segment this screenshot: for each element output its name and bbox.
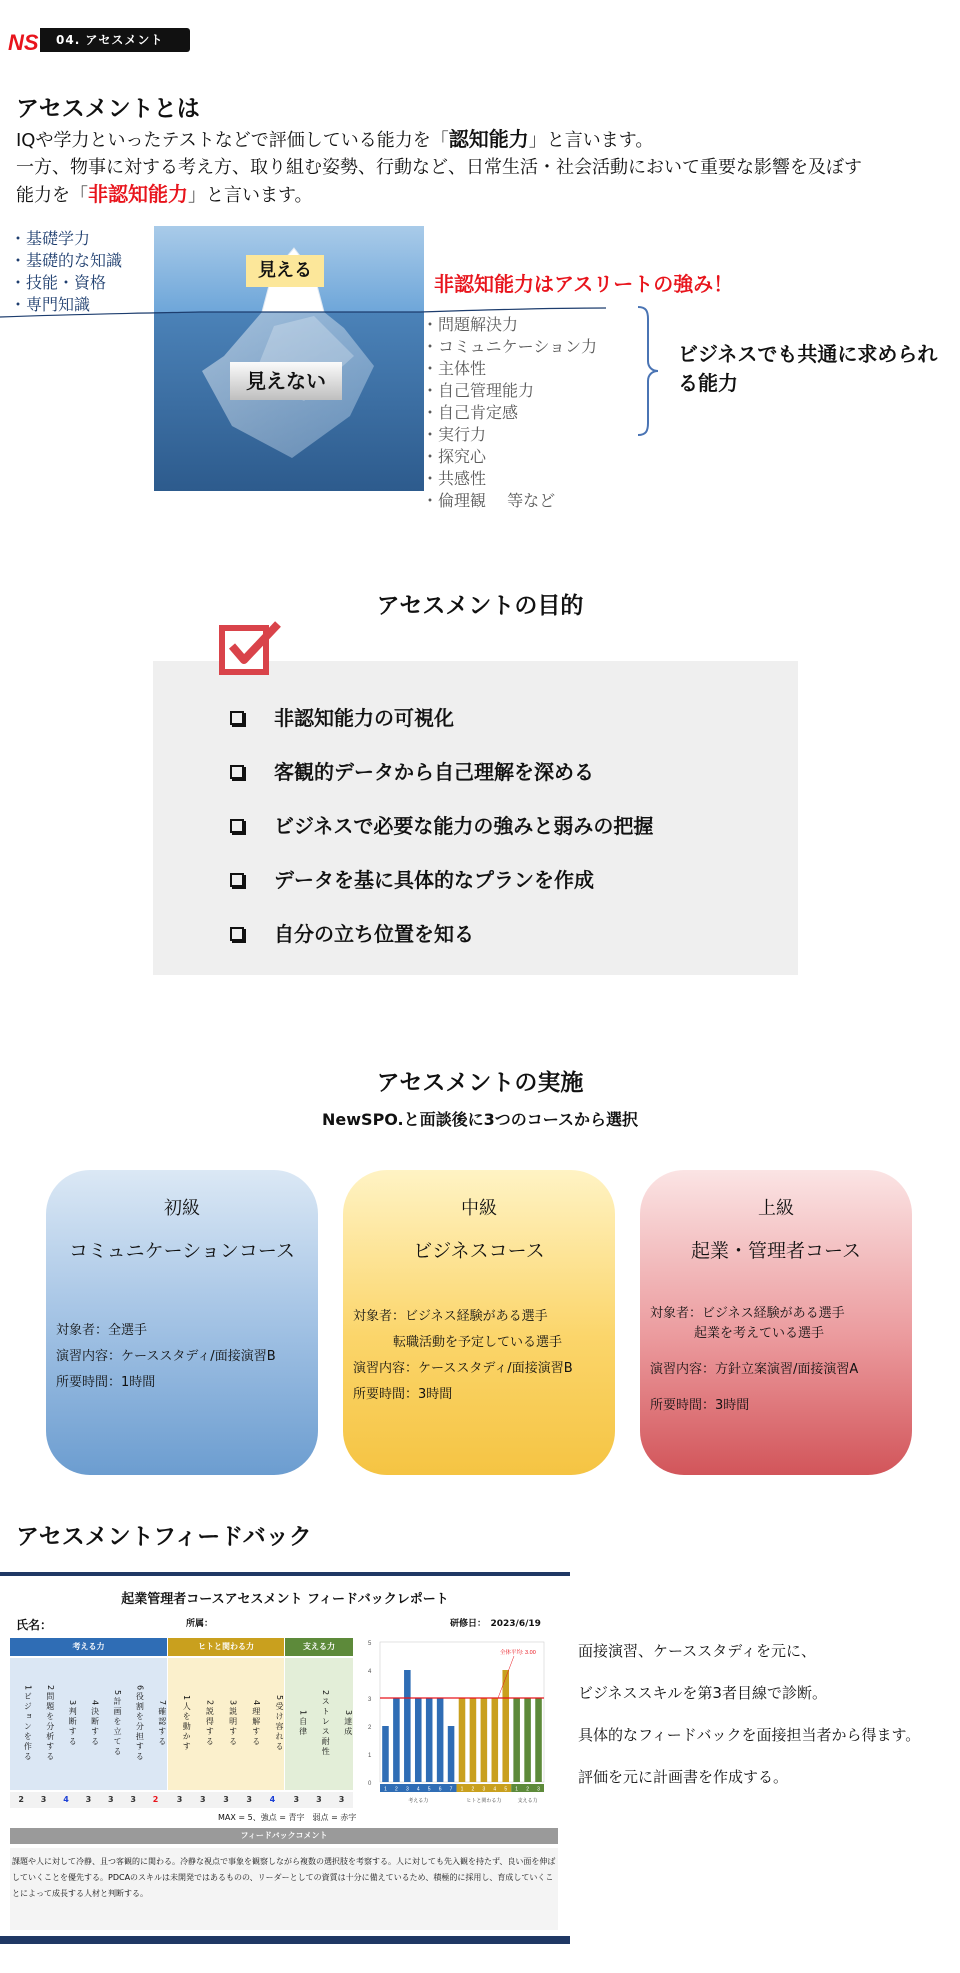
implementation-title: アセスメントの実施: [376, 1070, 584, 1096]
hidden-label: 見えない: [230, 362, 342, 400]
group-header-think: 考える力: [10, 1638, 167, 1656]
course-level: 初級: [164, 1198, 200, 1219]
report-score: 3: [338, 1795, 345, 1804]
report-item-label: 4理解する: [251, 1700, 261, 1748]
report-item-label: 2ストレス耐性: [321, 1690, 331, 1758]
x-tick-label: 7: [449, 1786, 453, 1793]
course-name: コミュニケーションコース: [69, 1240, 295, 1262]
y-tick-label: 4: [368, 1669, 372, 1675]
course-info: [650, 1304, 858, 1416]
report-score: 4: [63, 1795, 69, 1804]
y-tick-label: 2: [368, 1725, 372, 1731]
report-item-label: 1人を動かす: [182, 1695, 192, 1753]
visible-label: 見える: [246, 255, 324, 287]
cognitive-ability-term: 認知能力: [448, 127, 529, 151]
report-legend: MAX = 5、強点 = 青字 弱点 = 赤字: [218, 1813, 357, 1822]
list-item: ・コミュニケーション力: [422, 337, 598, 356]
comment-header: フィードバックコメント: [10, 1828, 558, 1844]
course-content: 演習内容：ケーススタディ/面接演習B: [353, 1361, 573, 1376]
list-item: ・基礎学力: [10, 229, 91, 248]
x-tick-label: 4: [416, 1786, 420, 1793]
report-date: 研修日： 2023/6/19: [450, 1619, 541, 1629]
chart-bar: [481, 1698, 488, 1782]
chart-bar: [404, 1670, 411, 1782]
x-tick-label: 2: [471, 1786, 475, 1793]
report-item-label: 3達成: [343, 1710, 353, 1738]
report-score: 2: [152, 1795, 159, 1804]
list-item: ・技能・資格: [10, 273, 107, 292]
report-item-label: 1ビジョンを作る: [23, 1685, 33, 1763]
list-item: ・倫理観 等など: [422, 491, 556, 510]
comment-body: 課題や人に対して冷静、且つ客観的に関わる。冷静な視点で事象を観察しながら複数の選択肢を考察する。人に対しても先入観を持たず、良い面を伸ばしていくことを優先する。PDCAのスキルは未開発ではあるものの、リーダーとしての資質は十分に備えているため、積極的に採用し、育成していくことによって成長する人材と判断する。: [10, 1848, 558, 1930]
feedback-report-image: [0, 1572, 570, 1944]
ns-logo: [8, 30, 44, 54]
y-tick-label: 1: [368, 1753, 372, 1759]
report-score: 3: [85, 1795, 92, 1804]
checkbox-icon: [216, 620, 284, 678]
x-tick-label: 3: [537, 1786, 540, 1793]
chart-bar: [382, 1726, 389, 1782]
report-item-label: 3判断する: [68, 1700, 78, 1748]
report-item-label: 1自律: [298, 1710, 308, 1738]
intro-line-3: 能力を「非認知能力」と言います。: [16, 182, 313, 206]
intro-line-1: IQや学力といったテストなどで評価している能力を「認知能力」と言います。: [16, 127, 654, 151]
chart-bar: [524, 1698, 531, 1782]
business-note: ビジネスでも共通に求められる能力: [678, 342, 938, 395]
course-card-intermediate: [343, 1170, 615, 1475]
report-score: 3: [246, 1795, 252, 1804]
chart-bar: [535, 1698, 542, 1782]
chart-bar: [513, 1698, 520, 1782]
course-content: 演習内容：方針立案演習/面接演習A: [650, 1362, 859, 1377]
x-tick-label: 1: [515, 1786, 519, 1793]
chart-bar: [448, 1726, 455, 1782]
list-item: ・共感性: [422, 469, 487, 488]
report-score: 3: [199, 1795, 206, 1804]
chart-group-label: 考える力: [408, 1798, 429, 1804]
purpose-item: 客観的データから自己理解を深める: [230, 756, 594, 785]
x-tick-label: 3: [405, 1786, 409, 1793]
group-header-support: 支える力: [285, 1638, 353, 1656]
course-card-beginner: [46, 1170, 318, 1475]
x-tick-label: 4: [493, 1786, 497, 1793]
report-item-label: 7確認する: [157, 1700, 167, 1748]
course-info: [353, 1304, 573, 1408]
x-tick-label: 2: [526, 1786, 529, 1793]
course-content: 演習内容：ケーススタディ/面接演習B: [56, 1349, 276, 1364]
chart-bar: [492, 1698, 499, 1782]
report-score: 3: [176, 1795, 183, 1804]
course-target: 対象者：全選手: [56, 1323, 148, 1338]
report-score: 4: [269, 1795, 276, 1804]
feedback-description: 評価を元に計画書を作成する。: [578, 1768, 789, 1786]
list-item: ・主体性: [422, 359, 487, 378]
x-tick-label: 1: [460, 1786, 464, 1793]
course-name: 起業・管理者コース: [690, 1240, 862, 1262]
course-level: 中級: [461, 1198, 497, 1219]
intro-title: アセスメントとは: [16, 96, 200, 122]
x-tick-label: 5: [504, 1786, 508, 1793]
report-item-label: 5計画を立てる: [112, 1690, 122, 1758]
purpose-item: データを基に具体的なプランを作成: [230, 864, 594, 893]
report-item-label: 2問題を分析する: [45, 1685, 55, 1763]
feedback-description: 面接演習、ケーススタディを元に、: [578, 1642, 817, 1660]
athlete-strength-heading: 非認知能力はアスリートの強み！: [434, 272, 734, 296]
report-item-label: 2説得する: [205, 1700, 215, 1748]
chart-bar: [470, 1698, 477, 1782]
purpose-item: 非認知能力の可視化: [230, 702, 454, 731]
chart-bar: [459, 1698, 466, 1782]
logo-text: NS: [8, 30, 39, 54]
course-name: ビジネスコース: [413, 1240, 545, 1262]
report-score: 3: [293, 1795, 300, 1804]
course-time: 所要時間：3時間: [650, 1398, 750, 1413]
report-title: 起業管理者コースアセスメント フィードバックレポート: [121, 1592, 449, 1607]
course-target: 対象者：ビジネス経験がある選手: [353, 1309, 548, 1324]
section-tag: 04. アセスメント: [40, 28, 190, 52]
list-item: ・自己管理能力: [422, 381, 535, 400]
chart-bar: [437, 1698, 444, 1782]
checkbox-square-icon: [230, 873, 244, 887]
list-item: ・自己肯定感: [422, 403, 519, 422]
purpose-title: アセスメントの目的: [376, 593, 584, 619]
y-tick-label: 0: [368, 1781, 372, 1787]
score-bar-chart: [366, 1636, 550, 1814]
chart-bar: [426, 1698, 433, 1782]
hidden-ability-list: [422, 314, 597, 512]
checkbox-square-icon: [230, 765, 244, 779]
course-time: 所要時間：3時間: [353, 1387, 453, 1402]
course-target-2: 起業を考えている選手: [694, 1326, 825, 1341]
checkbox-square-icon: [230, 819, 244, 833]
y-tick-label: 3: [368, 1697, 372, 1703]
report-score: 3: [130, 1795, 136, 1804]
list-item: ・基礎的な知識: [10, 251, 123, 270]
course-card-advanced: [640, 1170, 912, 1475]
noncognitive-ability-term: 非認知能力: [88, 182, 188, 206]
x-tick-label: 5: [427, 1786, 431, 1793]
report-item-label: 5受け容れる: [274, 1695, 284, 1753]
report-score: 3: [108, 1795, 114, 1804]
right-brace: [636, 305, 660, 437]
chart-bar: [393, 1698, 400, 1782]
average-label: 全体平均: 3.00: [500, 1650, 536, 1656]
list-item: ・探究心: [422, 447, 487, 466]
chart-group-label: ヒトと関わる力: [466, 1798, 502, 1804]
chart-group-label: 支える力: [517, 1798, 538, 1804]
report-score: 3: [316, 1795, 322, 1804]
purpose-item: ビジネスで必要な能力の強みと弱みの把握: [230, 810, 653, 839]
report-score: 2: [18, 1795, 24, 1804]
x-tick-label: 2: [395, 1786, 398, 1793]
course-time: 所要時間：1時間: [56, 1375, 156, 1390]
feedback-title: アセスメントフィードバック: [16, 1524, 312, 1550]
list-item: ・実行力: [422, 425, 487, 444]
y-tick-label: 5: [368, 1641, 372, 1647]
report-name-label: 氏名：: [16, 1618, 53, 1632]
checkbox-square-icon: [230, 927, 244, 941]
x-tick-label: 6: [438, 1786, 442, 1793]
course-target: 対象者：ビジネス経験がある選手: [650, 1306, 845, 1321]
report-item-label: 4決断する: [90, 1700, 100, 1748]
report-item-label: 6役割を分担する: [135, 1685, 145, 1763]
report-score: 3: [223, 1795, 229, 1804]
checkbox-square-icon: [230, 711, 244, 725]
x-tick-label: 3: [482, 1786, 486, 1793]
course-target-2: 転職活動を予定している選手: [393, 1335, 563, 1350]
report-item-label: 3説明する: [228, 1700, 238, 1748]
intro-line-2: 一方、物事に対する考え方、取り組む姿勢、行動など、日常生活・社会活動において重要な影響を及ぼす: [16, 157, 862, 178]
feedback-description: ビジネススキルを第3者目線で診断。: [578, 1684, 827, 1702]
visible-ability-list: [10, 228, 122, 316]
implementation-subtitle: NewSPO.と面談後に3つのコースから選択: [322, 1110, 638, 1129]
report-score: 3: [40, 1795, 47, 1804]
chart-bar: [415, 1698, 422, 1782]
course-info: [56, 1318, 276, 1396]
chart-bar: [502, 1670, 509, 1782]
feedback-description: 具体的なフィードバックを面接担当者から得ます。: [578, 1726, 921, 1744]
group-header-people: ヒトと関わる力: [168, 1638, 284, 1656]
course-level: 上級: [758, 1198, 794, 1219]
intro-paragraph: [16, 126, 956, 209]
list-item: ・専門知識: [10, 295, 91, 314]
report-affiliation-label: 所属：: [186, 1619, 214, 1629]
list-item: ・問題解決力: [422, 315, 519, 334]
x-tick-label: 1: [384, 1786, 387, 1793]
purpose-item: 自分の立ち位置を知る: [230, 918, 474, 947]
